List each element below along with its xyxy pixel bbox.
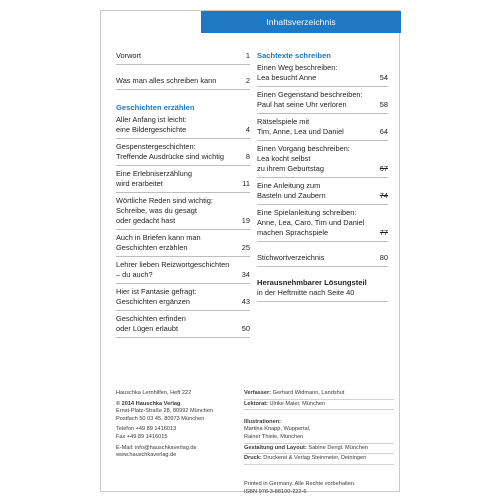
credit-row [244, 466, 394, 497]
credit-value: Ulrike Maier, München [269, 400, 326, 407]
credit-label: Lektorat: [244, 400, 268, 407]
toc-entry-page: 80 [379, 253, 388, 262]
toc-left-column [116, 51, 250, 341]
toc-entry[interactable] [116, 196, 250, 230]
credit-row [244, 455, 394, 465]
credit-row [244, 411, 394, 443]
credit-label: Verfasser: [244, 390, 272, 396]
imprint-phone: Telefon +49 89 1416013 [116, 426, 177, 433]
toc-entry-title: Wörtliche Reden sind wichtig: Schreibe, was du gesagt oder gedacht hast [116, 196, 213, 225]
toc-entry-title: Stichwortverzeichnis [257, 253, 325, 262]
toc-entry-page: 1 [245, 51, 250, 60]
toc-entry-page: 74 [379, 191, 388, 200]
toc-entry-page: 8 [245, 152, 250, 161]
toc-entry-page: 25 [241, 243, 250, 252]
toc-entry-title: Lehrer lieben Reizwortgeschichten – du auch? [116, 260, 230, 279]
toc-entry-page: 77 [379, 228, 388, 237]
toc-entry[interactable] [257, 90, 388, 114]
credit-row [244, 401, 394, 411]
toc-entry-page: 11 [242, 179, 250, 188]
toc-entry-title: Geschichten erfinden oder Lügen erlaubt [116, 314, 186, 333]
toc-entry-page: 50 [241, 324, 250, 333]
solution-subtitle: in der Heftmitte nach Seite 40 [257, 288, 388, 302]
toc-right-column [257, 51, 388, 302]
credit-row [244, 390, 394, 400]
section-heading: Geschichten erzählen [116, 103, 195, 112]
toc-entry[interactable] [116, 287, 250, 311]
toc-entry-title: Rätselspiele mit Tim, Anne, Lea und Daniel [257, 117, 344, 136]
toc-entry[interactable] [116, 51, 250, 65]
imprint-fax: Fax +49 89 1416015 [116, 433, 168, 440]
toc-entry-page: 4 [245, 125, 250, 134]
toc-entry[interactable] [116, 260, 250, 284]
imprint-series: Hauschka Lernhilfen, Heft 222 [116, 390, 192, 396]
page-title-banner [201, 11, 401, 33]
credit-value: Sabine Dengl, München [308, 444, 369, 451]
credit-row [244, 445, 394, 455]
toc-entry-page: 43 [241, 297, 250, 306]
toc-entry-title: Auch in Briefen kann man Geschichten erzählen [116, 233, 201, 252]
toc-entry-title: Gespenstergeschichten: Treffende Ausdrücke sind wichtig [116, 142, 225, 161]
imprint-address: Ernst-Platz-Straße 28, 80992 München [116, 408, 214, 415]
toc-entry-title: Einen Gegenstand beschreiben: Paul hat seine Uhr verloren [257, 90, 363, 109]
toc-entry-page: 34 [241, 270, 250, 279]
solution-title: Herausnehmbarer Lösungsteil [257, 278, 367, 287]
toc-entry[interactable] [116, 142, 250, 166]
toc-entry-index[interactable] [257, 253, 388, 267]
credit-label: Druck: [244, 455, 262, 462]
toc-entry-page: 2 [245, 76, 250, 85]
toc-entry-title: Einen Weg beschreiben: Lea besucht Anne [257, 63, 338, 82]
toc-entry[interactable] [116, 115, 250, 139]
toc-entry-page: 58 [379, 100, 388, 109]
toc-entry[interactable] [257, 181, 388, 205]
imprint-website[interactable]: www.hauschkaverlag.de [116, 452, 177, 459]
section-heading: Sachtexte schreiben [257, 51, 331, 60]
credit-label: Gestaltung und Layout: [244, 444, 307, 451]
toc-entry-title: Aller Anfang ist leicht: eine Bildergeschichte [116, 115, 187, 134]
toc-entry[interactable] [116, 233, 250, 257]
toc-entry[interactable] [116, 76, 250, 90]
toc-entry-title: Eine Anleitung zum Basteln und Zaubern [257, 181, 326, 200]
credit-label: Illustrationen: [244, 418, 281, 425]
credit-value: Druckerei & Verlag Steinmeier, Deiningen [263, 455, 367, 462]
toc-entry[interactable] [257, 208, 388, 242]
toc-entry-title: Eine Spielanleitung schreiben: Anne, Lea, Caro, Tim und Daniel machen Sprachspiele [257, 208, 365, 237]
toc-entry-title: Was man alles schreiben kann [116, 76, 217, 85]
imprint-copyright: © 2014 Hauschka Verlag [116, 400, 181, 407]
toc-entry-title: Eine Erlebniserzählung wird erarbeitet [116, 169, 193, 188]
toc-entry-title: Einen Vorgang beschreiben: Lea kocht selbst zu ihrem Geburtstag [257, 144, 350, 173]
toc-entry-page: 19 [241, 216, 250, 225]
page-frame [100, 10, 400, 495]
imprint-credits [244, 390, 394, 498]
toc-entry-page: 64 [379, 127, 388, 136]
toc-entry[interactable] [257, 144, 388, 178]
toc-entry[interactable] [257, 63, 388, 87]
toc-entry-page: 54 [379, 73, 388, 82]
page-title: Inhaltsverzeichnis [266, 17, 336, 27]
toc-entry-page: 67 [379, 164, 388, 173]
imprint-email[interactable]: E-Mail: info@hauschkaverlag.de [116, 444, 197, 451]
credit-value: Printed in Germany. Alle Rechte vorbehalten. ISBN 978-3-88100-222-6 [244, 480, 356, 495]
toc-entry[interactable] [257, 117, 388, 141]
credit-value: Martina Knapp, Wuppertal, Rainer Thiele, München [244, 426, 311, 440]
imprint-address: Postfach 50 03 45, 80973 München [116, 415, 205, 422]
imprint-publisher [116, 390, 241, 460]
credit-value: Gerhard Widmann, Landshut [272, 390, 345, 396]
toc-entry[interactable] [116, 314, 250, 338]
toc-entry-title: Hier ist Fantasie gefragt: Geschichten ergänzen [116, 287, 197, 306]
toc-entry[interactable] [116, 169, 250, 193]
toc-entry-title: Vorwort [116, 51, 142, 60]
